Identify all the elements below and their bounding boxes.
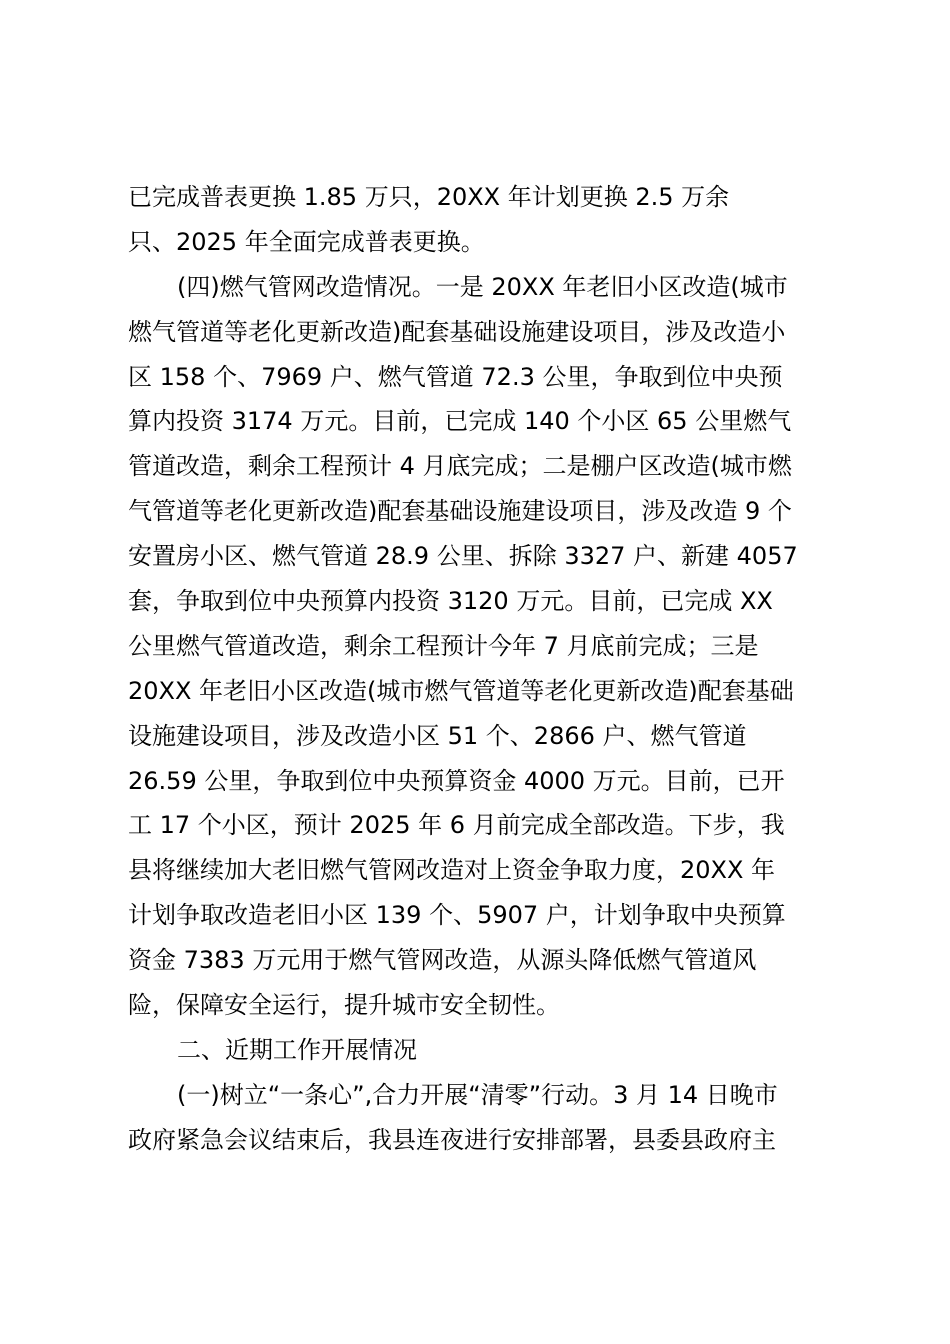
text-line: 26.59 公里，争取到位中央预算资金 4000 万元。目前，已开 <box>128 766 785 795</box>
section-heading-line: (四)燃气管网改造情况。一是 20XX 年老旧小区改造(城市 <box>177 272 788 301</box>
text-line: 政府紧急会议结束后，我县连夜进行安排部署，县委县政府主 <box>128 1125 776 1154</box>
text-line: 设施建设项目，涉及改造小区 51 个、2866 户、燃气管道 <box>128 721 747 750</box>
text-line: 管道改造，剩余工程预计 4 月底完成；二是棚户区改造(城市燃 <box>128 452 792 481</box>
text-line: 工 17 个小区，预计 2025 年 6 月前完成全部改造。下步，我 <box>128 811 785 840</box>
text-line: 已完成普表更换 1.85 万只，20XX 年计划更换 2.5 万余 <box>128 183 730 211</box>
text-line: 燃气管道等老化更新改造)配套基础设施建设项目，涉及改造小 <box>128 317 786 346</box>
text-line: 公里燃气管道改造，剩余工程预计今年 7 月底前完成；三是 <box>128 631 759 660</box>
text-line: 套，争取到位中央预算内投资 3120 万元。目前，已完成 XX <box>128 587 773 616</box>
text-line: 县将继续加大老旧燃气管网改造对上资金争取力度，20XX 年 <box>128 856 776 885</box>
text-line: 险，保障安全运行，提升城市安全韧性。 <box>128 991 560 1020</box>
text-line: 只、2025 年全面完成普表更换。 <box>128 227 485 256</box>
text-line: 气管道等老化更新改造)配套基础设施建设项目，涉及改造 9 个 <box>128 497 792 526</box>
document-body <box>128 175 848 1163</box>
text-line: 20XX 年老旧小区改造(城市燃气管道等老化更新改造)配套基础 <box>128 676 794 705</box>
text-line: 安置房小区、燃气管道 28.9 公里、拆除 3327 户、新建 4057 <box>128 542 798 571</box>
text-line: 资金 7383 万元用于燃气管网改造，从源头降低燃气管道风 <box>128 946 757 975</box>
subsection-heading-line: (一)树立“一条心”,合力开展“清零”行动。3 月 14 日晚市 <box>177 1080 778 1109</box>
text-line: 算内投资 3174 万元。目前，已完成 140 个小区 65 公里燃气 <box>128 407 792 436</box>
section-heading: 二、近期工作开展情况 <box>177 1035 417 1064</box>
text-line: 计划争取改造老旧小区 139 个、5907 户，计划争取中央预算 <box>128 901 786 930</box>
text-line: 区 158 个、7969 户、燃气管道 72.3 公里，争取到位中央预 <box>128 362 783 391</box>
